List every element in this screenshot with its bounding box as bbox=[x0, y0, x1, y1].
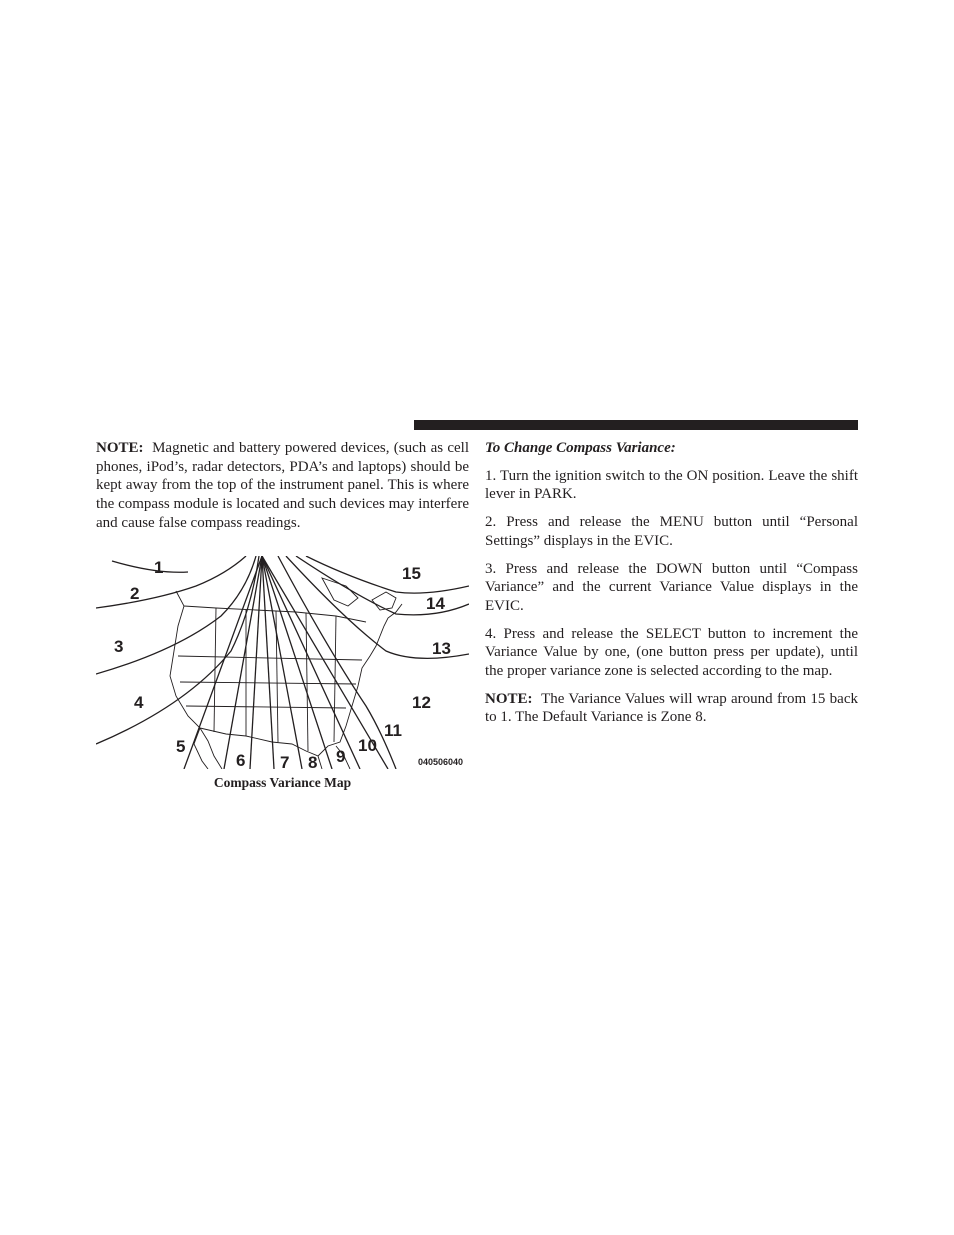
left-column bbox=[96, 439, 469, 533]
right-column bbox=[485, 439, 858, 727]
note-right-text: The Variance Values will wrap around from 15 back to 1. The Default Variance is Zone 8. bbox=[485, 690, 858, 726]
header-bar bbox=[414, 420, 858, 430]
note-right bbox=[485, 690, 858, 727]
zone-label-1: 1 bbox=[154, 558, 164, 577]
zone-label-13: 13 bbox=[432, 639, 451, 658]
zone-label-15: 15 bbox=[402, 564, 421, 583]
note-left bbox=[96, 439, 469, 533]
zone-label-12: 12 bbox=[412, 693, 431, 712]
zone-label-14: 14 bbox=[426, 594, 445, 613]
figure-code: 040506040 bbox=[418, 757, 464, 767]
note-label: NOTE: bbox=[96, 440, 144, 456]
compass-variance-map bbox=[96, 556, 469, 769]
map-graphic bbox=[96, 556, 469, 769]
zone-label-5: 5 bbox=[176, 737, 186, 756]
zone-label-3: 3 bbox=[114, 637, 124, 656]
zone-label-2: 2 bbox=[130, 584, 140, 603]
step-4: 4. Press and release the SELECT button to increment the Variance Value by one, (one button press per update), until the proper variance zone is selected according to the map. bbox=[485, 625, 858, 680]
step-2: 2. Press and release the MENU button until “Personal Settings” displays in the EVIC. bbox=[485, 514, 858, 549]
note-right-label: NOTE: bbox=[485, 690, 533, 707]
zone-label-9: 9 bbox=[336, 747, 346, 766]
instructions-heading: To Change Compass Variance: bbox=[485, 440, 676, 456]
zone-label-7: 7 bbox=[280, 753, 290, 769]
zone-label-4: 4 bbox=[134, 693, 144, 712]
step-3: 3. Press and release the DOWN button until “Compass Variance” and the current Variance Value displays in the EVIC. bbox=[485, 560, 858, 614]
zone-label-11: 11 bbox=[384, 721, 402, 740]
zone-label-6: 6 bbox=[236, 751, 246, 769]
zone-label-8: 8 bbox=[308, 753, 318, 769]
zone-label-10: 10 bbox=[358, 736, 377, 755]
step-1: 1. Turn the ignition switch to the ON position. Leave the shift lever in PARK. bbox=[485, 467, 858, 503]
figure-caption: Compass Variance Map bbox=[213, 775, 352, 790]
note-text: Magnetic and battery powered devices, (such as cell phones, iPod’s, radar detectors, PDA’s and laptops) should be kept away from the top of the instrument panel. This is where the compass module is located and such devices may interfere and cause false compass readings. bbox=[96, 440, 469, 531]
